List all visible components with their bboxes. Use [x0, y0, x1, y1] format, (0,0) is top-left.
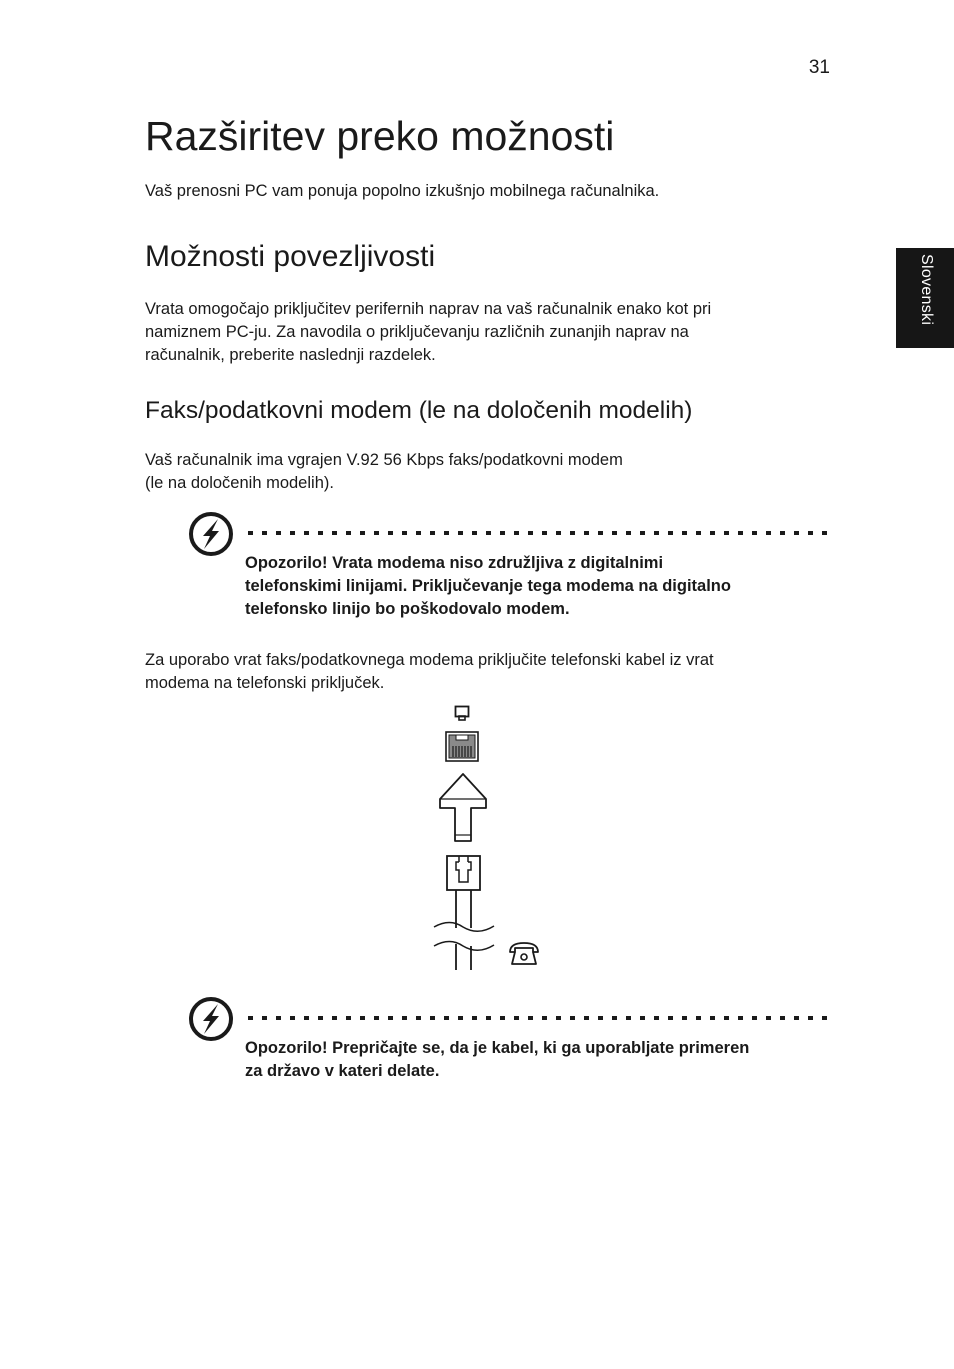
warning-line: telefonsko linijo bo poškodovalo modem. — [245, 600, 570, 618]
modem-body — [145, 449, 623, 495]
warning-text-modem — [245, 552, 731, 621]
modem-connection-diagram — [420, 700, 560, 975]
connectivity-body — [145, 298, 711, 367]
warning-line: telefonskimi linijami. Priključevanje tega modema na digitalno — [245, 577, 731, 595]
rj11-plug-icon — [447, 856, 480, 890]
section-intro — [145, 180, 659, 203]
cable-icon — [434, 890, 494, 970]
section-intro-line: Vaš prenosni PC vam ponuja popolno izkušnjo mobilnega računalnika. — [145, 182, 660, 200]
modem-body-line: Vaš računalnik ima vgrajen V.92 56 Kbps faks/podatkovni modem — [145, 451, 623, 469]
warning-line: Opozorilo! Prepričajte se, da je kabel, ki ga uporabljate primeren — [245, 1039, 750, 1057]
connectivity-body-line: Vrata omogočajo priključitev perifernih naprav na vaš računalnik enako kot pri — [145, 300, 712, 318]
arrow-up-icon — [440, 774, 486, 841]
language-side-tab-label: Slovenski — [918, 254, 935, 326]
connectivity-body-line: računalnik, preberite naslednji razdelek. — [145, 346, 436, 364]
warning-text-cable — [245, 1037, 749, 1083]
language-side-tab — [896, 248, 954, 348]
warning-dotted-divider — [246, 530, 830, 536]
warning-line: za državo v kateri delate. — [245, 1062, 440, 1080]
section-title: Razširitev preko možnosti — [145, 113, 615, 159]
modem-body-line: (le na določenih modelih). — [145, 474, 334, 492]
telephone-icon — [510, 943, 538, 964]
warning-dotted-divider — [246, 1015, 830, 1021]
lightning-warning-icon — [188, 996, 234, 1042]
warning-line: Opozorilo! Vrata modema niso združljiva z digitalnimi — [245, 554, 664, 572]
connectivity-heading: Možnosti povezljivosti — [145, 240, 436, 273]
lightning-warning-icon — [188, 511, 234, 557]
page-number: 31 — [808, 57, 830, 78]
modem-heading: Faks/podatkovni modem (le na določenih modelih) — [145, 397, 693, 424]
modem-usage-line: Za uporabo vrat faks/podatkovnega modema priključite telefonski kabel iz vrat — [145, 651, 714, 669]
modem-port-symbol-icon — [456, 707, 469, 721]
connectivity-body-line: namiznem PC-ju. Za navodila o priključevanju različnih zunanjih naprav na — [145, 323, 689, 341]
rj11-jack-icon — [446, 732, 478, 761]
modem-usage-line: modema na telefonski priključek. — [145, 674, 385, 692]
modem-usage — [145, 649, 714, 695]
